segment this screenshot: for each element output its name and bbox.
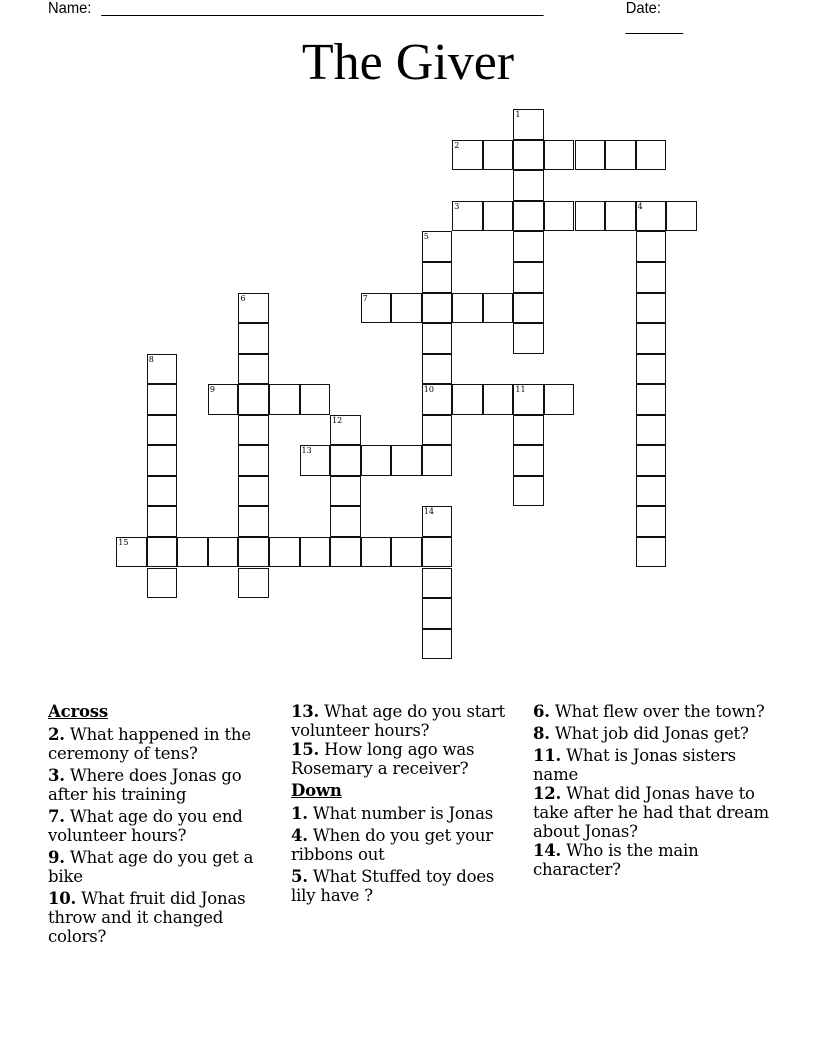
crossword-cell[interactable]	[513, 476, 544, 507]
clues-column-3	[533, 702, 773, 882]
crossword-cell[interactable]	[605, 201, 636, 232]
crossword-cell[interactable]	[238, 476, 269, 507]
crossword-cell[interactable]	[636, 140, 667, 171]
crossword-cell[interactable]	[238, 323, 269, 354]
crossword-cell[interactable]	[361, 293, 392, 324]
clue-down-6: 6. What flew over the town?	[533, 702, 765, 721]
crossword-cell[interactable]	[422, 629, 453, 660]
crossword-cell[interactable]	[269, 384, 300, 415]
crossword-cell[interactable]	[636, 415, 667, 446]
crossword-cell[interactable]	[147, 445, 178, 476]
crossword-cell[interactable]	[238, 354, 269, 385]
crossword-cell[interactable]	[330, 415, 361, 446]
date-field[interactable]: Date: _______	[625, 0, 684, 35]
crossword-cell[interactable]	[513, 170, 544, 201]
clue-down-1: 1. What number is Jonas	[291, 804, 494, 823]
crossword-cell[interactable]	[544, 201, 575, 232]
clue-number: 8	[148, 354, 154, 364]
crossword-cell[interactable]	[636, 354, 667, 385]
crossword-cell[interactable]	[422, 506, 453, 537]
name-field[interactable]: ______________________________________________________	[101, 0, 544, 17]
clue-number: 15	[118, 537, 129, 547]
crossword-cell[interactable]	[177, 537, 208, 568]
clue-across-10: 10. What fruit did Jonas throw and it changed colors?	[48, 889, 246, 946]
crossword-cell[interactable]	[513, 231, 544, 262]
crossword-cell[interactable]	[636, 201, 667, 232]
crossword-cell[interactable]	[513, 384, 544, 415]
page-title: The Giver	[301, 34, 515, 91]
crossword-cell[interactable]	[513, 293, 544, 324]
clue-number: 3	[454, 201, 460, 211]
crossword-cell[interactable]	[422, 598, 453, 629]
crossword-cell[interactable]	[483, 293, 514, 324]
clue-number: 11	[515, 385, 526, 395]
crossword-cell[interactable]	[422, 415, 453, 446]
crossword-cell[interactable]	[147, 354, 178, 385]
crossword-cell[interactable]	[636, 293, 667, 324]
clue-across-13: 13. What age do you start volunteer hours?	[291, 702, 505, 740]
crossword-cell[interactable]	[238, 568, 269, 599]
clue-down-11: 11. What is Jonas sisters name	[533, 746, 736, 784]
crossword-cell[interactable]	[544, 384, 575, 415]
crossword-cell[interactable]	[391, 445, 422, 476]
clue-across-2: 2. What happened in the ceremony of tens?	[48, 725, 251, 763]
clue-number: 5	[423, 232, 429, 242]
crossword-cell[interactable]	[269, 537, 300, 568]
crossword-cell[interactable]	[330, 476, 361, 507]
crossword-cell[interactable]	[452, 293, 483, 324]
crossword-cell[interactable]	[391, 293, 422, 324]
crossword-cell[interactable]	[330, 506, 361, 537]
clue-number: 10	[423, 385, 434, 395]
crossword-cell[interactable]	[147, 506, 178, 537]
crossword-cell[interactable]	[116, 537, 147, 568]
crossword-cell[interactable]	[422, 231, 453, 262]
crossword-cell[interactable]	[147, 568, 178, 599]
crossword-cell[interactable]	[636, 231, 667, 262]
clue-number: 2	[454, 140, 460, 150]
crossword-cell[interactable]	[422, 537, 453, 568]
crossword-cell[interactable]	[300, 384, 331, 415]
clue-number: 12	[332, 415, 343, 425]
clue-across-7: 7. What age do you end volunteer hours?	[48, 807, 243, 845]
crossword-cell[interactable]	[147, 384, 178, 415]
down-heading: Down	[291, 781, 342, 800]
crossword-cell[interactable]	[422, 568, 453, 599]
crossword-cell[interactable]	[483, 384, 514, 415]
across-heading: Across	[48, 702, 108, 721]
crossword-cell[interactable]	[452, 201, 483, 232]
crossword-cell[interactable]	[147, 476, 178, 507]
crossword-cell[interactable]	[575, 201, 606, 232]
crossword-cell[interactable]	[238, 384, 269, 415]
crossword-cell[interactable]	[636, 323, 667, 354]
crossword-cell[interactable]	[452, 140, 483, 171]
crossword-cell[interactable]	[422, 354, 453, 385]
clue-number: 13	[301, 446, 312, 456]
clue-number: 9	[209, 385, 215, 395]
crossword-cell[interactable]	[361, 537, 392, 568]
crossword-cell[interactable]	[300, 445, 331, 476]
crossword-cell[interactable]	[422, 384, 453, 415]
crossword-cell[interactable]	[208, 384, 239, 415]
crossword-cell[interactable]	[636, 476, 667, 507]
crossword-cell[interactable]	[330, 445, 361, 476]
clue-number: 14	[423, 507, 434, 517]
crossword-cell[interactable]	[147, 415, 178, 446]
clue-across-15: 15. How long ago was Rosemary a receiver?	[291, 740, 475, 778]
crossword-cell[interactable]	[513, 415, 544, 446]
crossword-cell[interactable]	[513, 109, 544, 140]
crossword-cell[interactable]	[513, 262, 544, 293]
crossword-cell[interactable]	[636, 537, 667, 568]
crossword-cell[interactable]	[483, 201, 514, 232]
crossword-cell[interactable]	[636, 445, 667, 476]
crossword-cell[interactable]	[330, 537, 361, 568]
crossword-cell[interactable]	[300, 537, 331, 568]
crossword-cell[interactable]	[666, 201, 697, 232]
crossword-cell[interactable]	[544, 140, 575, 171]
clue-across-9: 9. What age do you get a bike	[48, 848, 254, 886]
crossword-cell[interactable]	[422, 262, 453, 293]
clue-number: 7	[362, 293, 368, 303]
crossword-cell[interactable]	[483, 140, 514, 171]
clue-number: 6	[240, 293, 246, 303]
crossword-cell[interactable]	[238, 506, 269, 537]
crossword-cell[interactable]	[422, 445, 453, 476]
crossword-cell[interactable]	[636, 384, 667, 415]
crossword-cell[interactable]	[238, 445, 269, 476]
clue-down-14: 14. Who is the main character?	[533, 841, 699, 879]
crossword-cell[interactable]	[238, 293, 269, 324]
crossword-cell[interactable]	[147, 537, 178, 568]
clue-across-3: 3. Where does Jonas go after his training	[48, 766, 242, 804]
crossword-cell[interactable]	[422, 323, 453, 354]
crossword-cell[interactable]	[238, 537, 269, 568]
crossword-cell[interactable]	[513, 140, 544, 171]
crossword-cell[interactable]	[238, 415, 269, 446]
crossword-cell[interactable]	[513, 323, 544, 354]
clue-down-5: 5. What Stuffed toy does lily have ?	[291, 867, 495, 905]
crossword-cell[interactable]	[391, 537, 422, 568]
clue-number: 1	[515, 110, 521, 120]
clue-down-4: 4. When do you get your ribbons out	[291, 826, 493, 864]
crossword-cell[interactable]	[208, 537, 239, 568]
crossword-cell[interactable]	[513, 201, 544, 232]
crossword-cell[interactable]	[636, 506, 667, 537]
clues-column-2	[291, 702, 521, 908]
clues-column-1	[48, 702, 268, 949]
clue-down-12: 12. What did Jonas have to take after he had that dream about Jonas?	[533, 784, 769, 841]
crossword-cell[interactable]	[605, 140, 636, 171]
name-label: Name:	[48, 0, 92, 17]
crossword-cell[interactable]	[575, 140, 606, 171]
clue-number: 4	[637, 201, 643, 211]
crossword-cell[interactable]	[422, 293, 453, 324]
crossword-cell[interactable]	[361, 445, 392, 476]
crossword-cell[interactable]	[513, 445, 544, 476]
clue-down-8: 8. What job did Jonas get?	[533, 724, 749, 743]
crossword-cell[interactable]	[636, 262, 667, 293]
crossword-cell[interactable]	[452, 384, 483, 415]
